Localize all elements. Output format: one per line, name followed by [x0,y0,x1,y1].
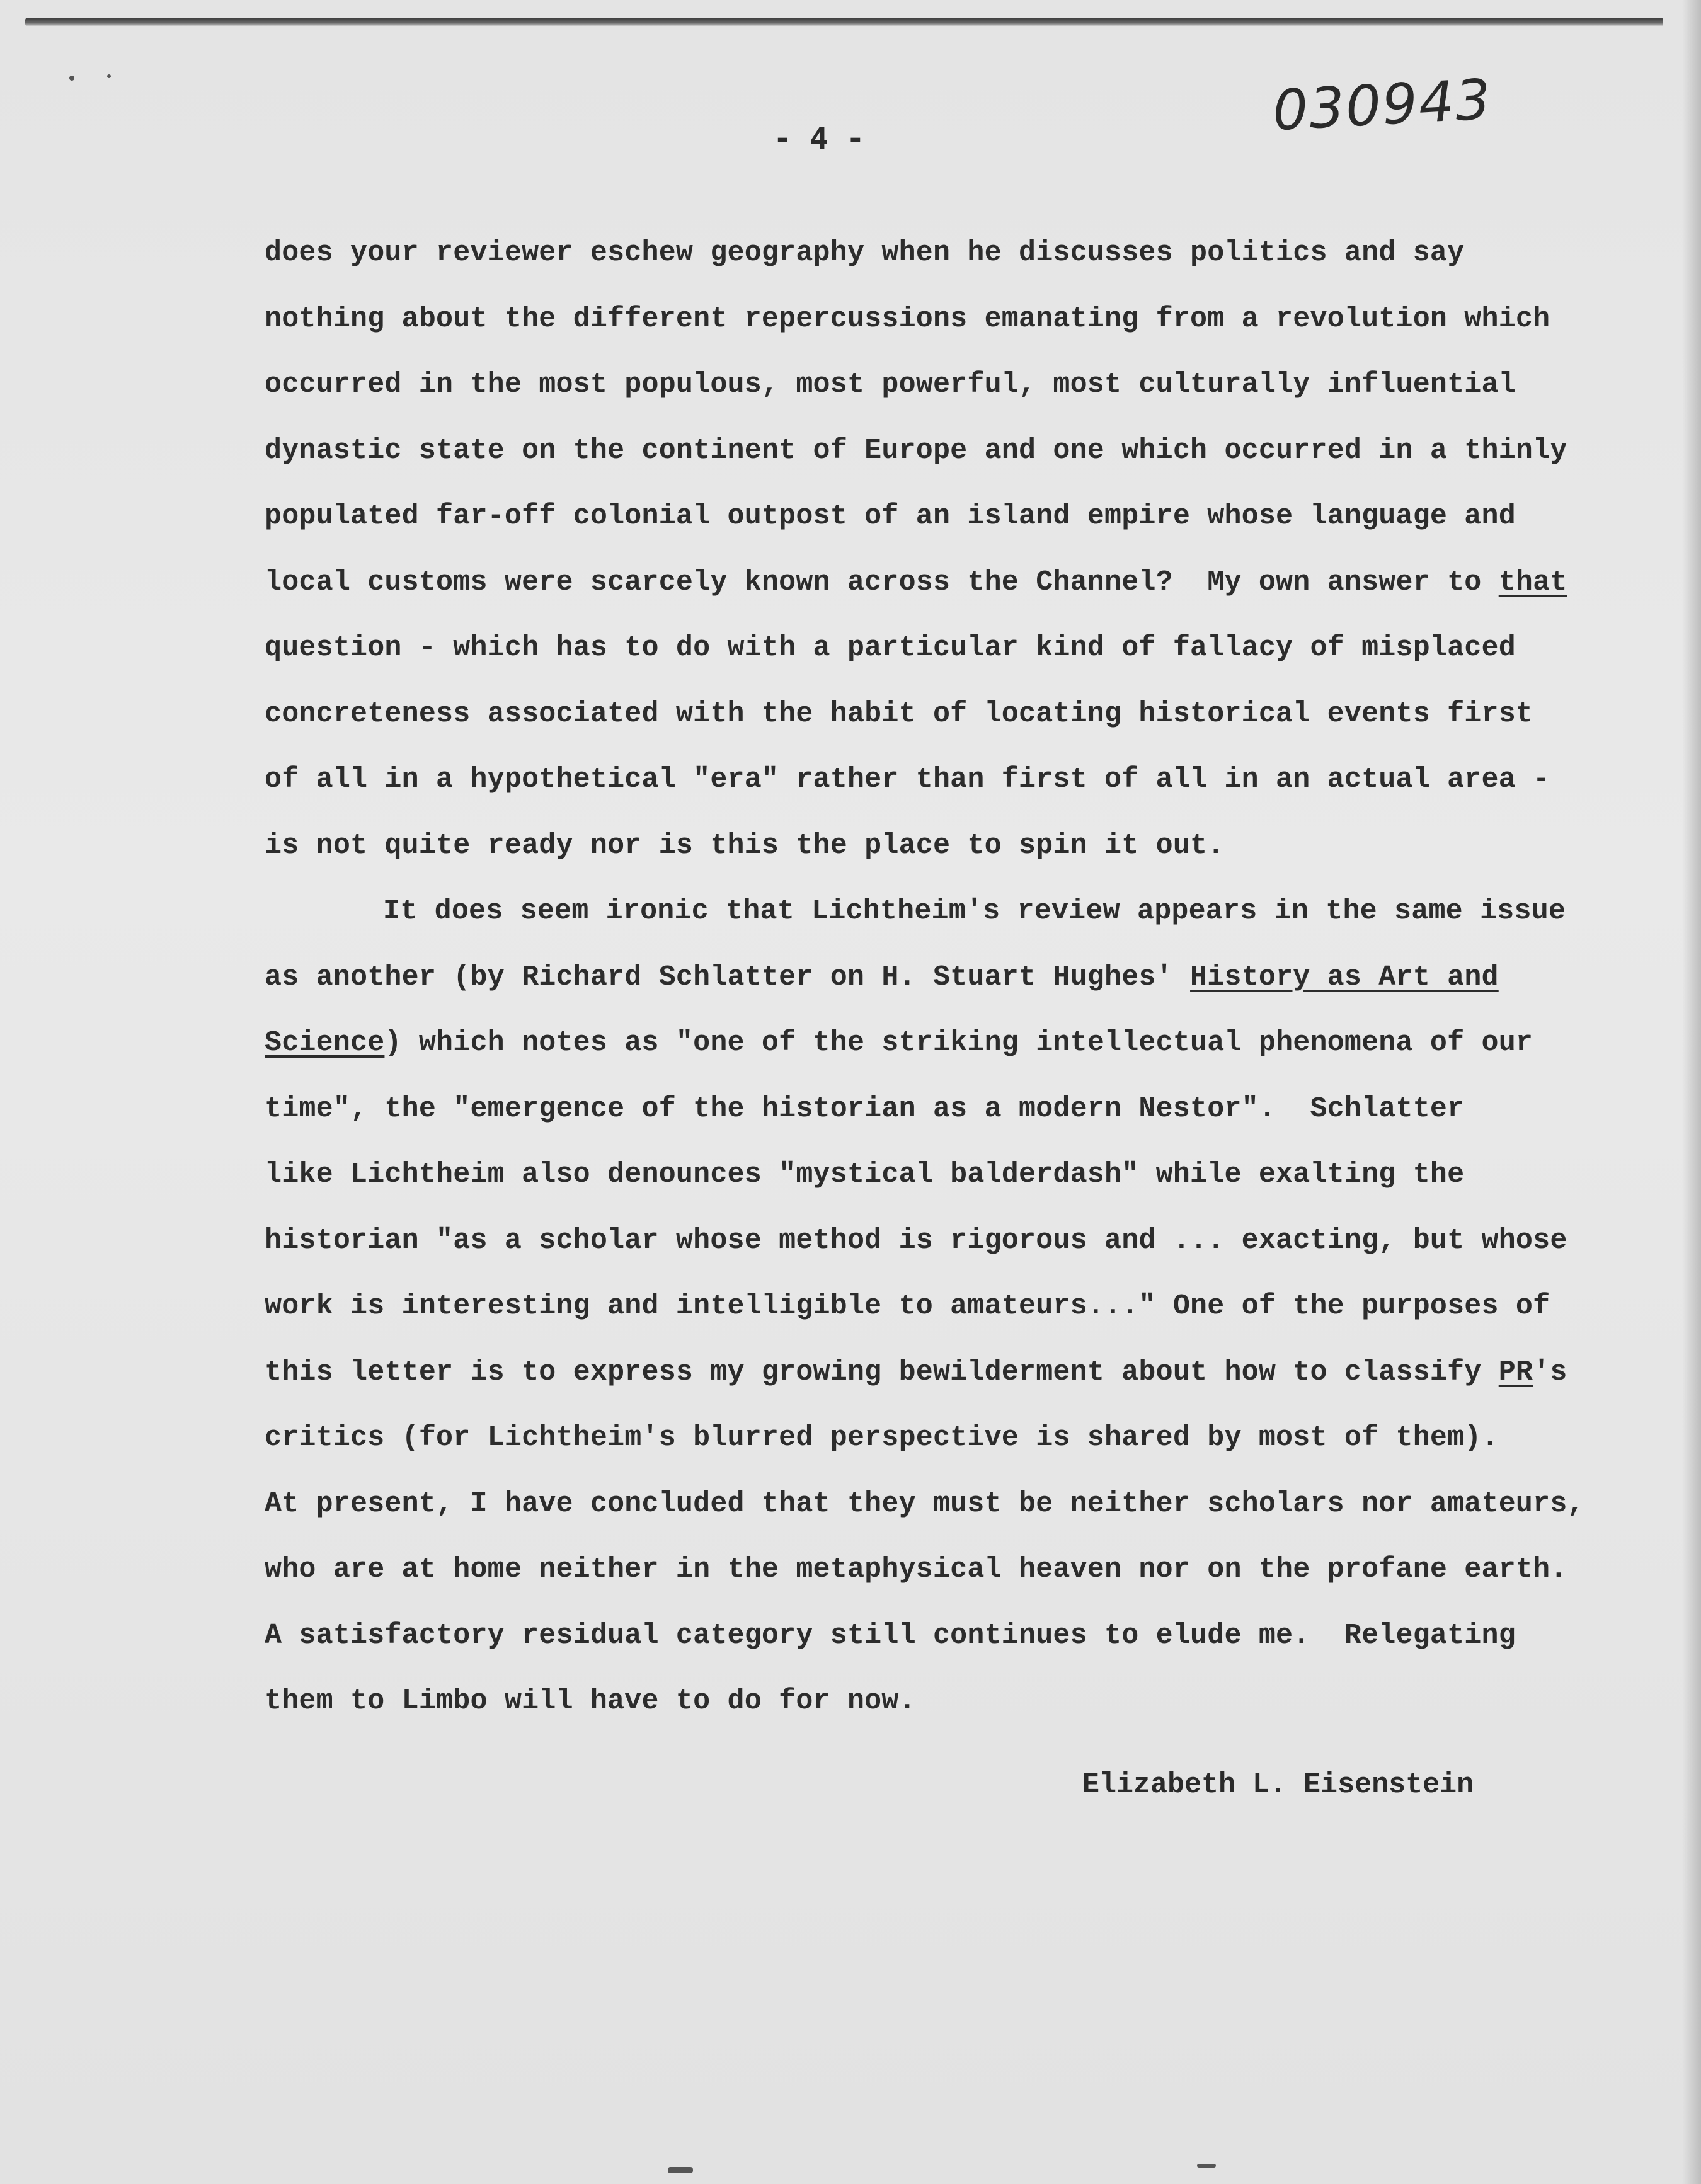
text-line [265,615,1550,682]
text-segment: like Lichtheim also denounces "mystical balderdash" while exalting the [265,1158,1465,1191]
text-line [265,1274,1550,1340]
dust-speck [69,76,74,81]
text-line [265,1142,1550,1208]
text-line [265,484,1550,550]
text-line [265,945,1550,1011]
text-segment: At present, I have concluded that they must be neither scholars nor amateurs, [265,1487,1584,1520]
text-segment: who are at home neither in the metaphysical heaven nor on the profane earth. [265,1553,1567,1586]
text-line [265,1010,1550,1077]
text-segment: local customs were scarcely known across the Channel? My own answer to [265,566,1499,598]
text-segment: populated far-off colonial outpost of an island empire whose language and [265,500,1516,532]
page-right-edge [1682,0,1701,2184]
text-line [265,813,1550,879]
text-segment: nothing about the different repercussions emanating from a revolution which [265,302,1550,335]
text-line [265,747,1550,813]
text-segment: ) which notes as "one of the striking intellectual phenomena of our [384,1027,1533,1059]
text-segment: does your reviewer eschew geography when he discusses politics and say [265,237,1465,269]
text-line [265,1405,1550,1472]
text-segment: concreteness associated with the habit of locating historical events first [265,697,1533,730]
text-segment: of all in a hypothetical "era" rather than first of all in an actual area - [265,763,1550,796]
text-line [265,879,1566,945]
underlined-text: Science [265,1027,385,1059]
dust-speck [1197,2164,1216,2168]
underlined-text: PR [1498,1356,1533,1388]
text-segment: them to Limbo will have to do for now. [265,1685,916,1717]
text-segment: 's [1533,1356,1567,1388]
text-line [265,1669,1550,1735]
page-number: - 4 - [773,121,865,156]
text-line [265,352,1550,418]
text-line [265,682,1550,748]
text-line [265,220,1550,287]
text-line [265,1208,1567,1274]
text-line [265,418,1567,484]
text-segment: historian "as a scholar whose method is rigorous and ... exacting, but whose [265,1224,1567,1257]
signature: Elizabeth L. Eisenstein [1082,1769,1474,1801]
text-line [265,1340,1567,1406]
handwritten-document-number: 030943 [1271,66,1494,144]
text-line [265,550,1567,616]
text-segment: this letter is to express my growing bewilderment about how to classify [265,1356,1499,1388]
text-segment: time", the "emergence of the historian as a modern Nestor". Schlatter [265,1092,1465,1125]
text-line [265,1472,1584,1538]
text-segment: dynastic state on the continent of Europe and one which occurred in a thinly [265,434,1567,467]
text-segment: A satisfactory residual category still continues to elude me. Relegating [265,1619,1516,1652]
text-segment: as another (by Richard Schlatter on H. Stuart Hughes' [265,961,1191,993]
text-segment: is not quite ready nor is this the place to spin it out. [265,829,1225,862]
text-segment: critics (for Lichtheim's blurred perspective is shared by most of them). [265,1422,1499,1454]
page-top-edge [25,18,1663,26]
dust-speck [668,2167,693,2173]
text-line [265,1077,1550,1143]
letter-body [265,220,1584,1735]
text-segment: work is interesting and intelligible to amateurs..." One of the purposes of [265,1290,1550,1322]
text-segment: occurred in the most populous, most powerful, most culturally influential [265,369,1516,401]
text-line [265,1537,1567,1603]
text-line [265,1603,1550,1669]
underlined-text: that [1498,566,1567,598]
text-segment: It does seem ironic that Lichtheim's review appears in the same issue [383,895,1566,927]
underlined-text: History as Art and [1190,961,1499,993]
text-line [265,287,1550,353]
text-segment: question - which has to do with a particular kind of fallacy of misplaced [265,632,1516,664]
dust-speck [107,74,111,78]
